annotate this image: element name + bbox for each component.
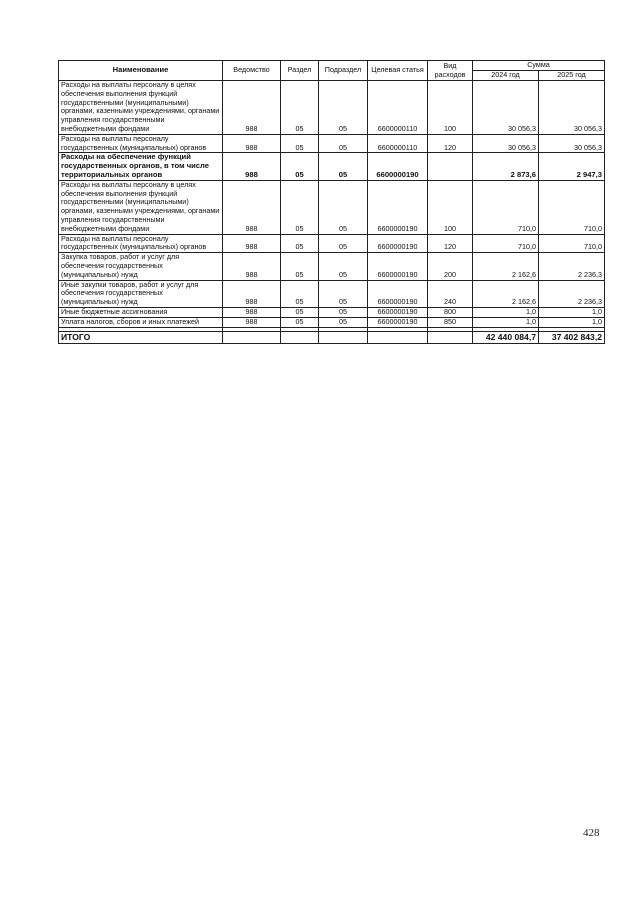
cell-2025: 30 056,3 [539, 134, 605, 153]
total-2024: 42 440 084,7 [473, 331, 539, 343]
cell-type: 200 [428, 253, 473, 280]
cell-section: 05 [281, 234, 319, 253]
total-empty [281, 331, 319, 343]
cell-type: 120 [428, 134, 473, 153]
cell-type: 120 [428, 234, 473, 253]
cell-section: 05 [281, 317, 319, 327]
table-row [59, 253, 605, 280]
header-name: Наименование [59, 61, 223, 81]
table-row [59, 81, 605, 135]
cell-section: 05 [281, 307, 319, 317]
cell-target: 6600000190 [368, 253, 428, 280]
cell-dept: 988 [223, 134, 281, 153]
cell-target: 6600000190 [368, 280, 428, 307]
header-target: Целевая статья [368, 61, 428, 81]
header-2024: 2024 год [473, 71, 539, 81]
cell-subsection: 05 [319, 317, 368, 327]
header-row [59, 61, 605, 71]
cell-2025: 710,0 [539, 234, 605, 253]
cell-2024: 1,0 [473, 317, 539, 327]
cell-2025: 710,0 [539, 180, 605, 234]
cell-2024: 1,0 [473, 307, 539, 317]
cell-2024: 2 162,6 [473, 253, 539, 280]
total-row [59, 331, 605, 343]
total-empty [319, 331, 368, 343]
cell-name: Расходы на выплаты персоналу в целях обеспечения выполнения функций государственными (муниципальными) органами, казенными учреждениями, органами управления государственными внебюджетными фондами [59, 81, 223, 135]
cell-name: Расходы на выплаты персоналу государственных (муниципальных) органов [59, 134, 223, 153]
cell-subsection: 05 [319, 81, 368, 135]
cell-subsection: 05 [319, 134, 368, 153]
cell-2024: 30 056,3 [473, 81, 539, 135]
cell-section: 05 [281, 180, 319, 234]
cell-2025: 2 947,3 [539, 153, 605, 180]
table-row [59, 234, 605, 253]
total-empty [428, 331, 473, 343]
cell-section: 05 [281, 153, 319, 180]
cell-2025: 30 056,3 [539, 81, 605, 135]
cell-target: 6600000190 [368, 153, 428, 180]
table-row [59, 180, 605, 234]
cell-2025: 2 236,3 [539, 253, 605, 280]
cell-type: 850 [428, 317, 473, 327]
cell-dept: 988 [223, 307, 281, 317]
cell-type: 800 [428, 307, 473, 317]
cell-name: Закупка товаров, работ и услуг для обеспечения государственных (муниципальных) нужд [59, 253, 223, 280]
header-dept: Ведомство [223, 61, 281, 81]
cell-dept: 988 [223, 253, 281, 280]
cell-target: 6600000190 [368, 317, 428, 327]
cell-type: 100 [428, 180, 473, 234]
total-empty [223, 331, 281, 343]
cell-target: 6600000190 [368, 234, 428, 253]
total-empty [368, 331, 428, 343]
cell-2024: 2 873,6 [473, 153, 539, 180]
cell-target: 6600000110 [368, 134, 428, 153]
header-subsection: Подраздел [319, 61, 368, 81]
budget-table [58, 60, 605, 344]
cell-target: 6600000190 [368, 307, 428, 317]
cell-name: Расходы на выплаты персоналу в целях обеспечения выполнения функций государственными (муниципальными) органами, казенными учреждениями, органами управления государственными внебюджетными фондами [59, 180, 223, 234]
table-body [59, 81, 605, 344]
cell-2025: 2 236,3 [539, 280, 605, 307]
cell-target: 6600000190 [368, 180, 428, 234]
cell-dept: 988 [223, 317, 281, 327]
cell-section: 05 [281, 81, 319, 135]
cell-dept: 988 [223, 153, 281, 180]
page-number: 428 [583, 827, 600, 839]
cell-2024: 710,0 [473, 234, 539, 253]
cell-2024: 2 162,6 [473, 280, 539, 307]
cell-name: Расходы на выплаты персоналу государственных (муниципальных) органов [59, 234, 223, 253]
table-row [59, 307, 605, 317]
table-row [59, 280, 605, 307]
cell-subsection: 05 [319, 280, 368, 307]
total-2025: 37 402 843,2 [539, 331, 605, 343]
cell-subsection: 05 [319, 153, 368, 180]
cell-subsection: 05 [319, 253, 368, 280]
header-2025: 2025 год [539, 71, 605, 81]
cell-subsection: 05 [319, 180, 368, 234]
table-row [59, 317, 605, 327]
cell-2024: 710,0 [473, 180, 539, 234]
cell-2025: 1,0 [539, 307, 605, 317]
cell-name: Расходы на обеспечение функций государственных органов, в том числе территориальных органов [59, 153, 223, 180]
cell-name: Уплата налогов, сборов и иных платежей [59, 317, 223, 327]
cell-subsection: 05 [319, 307, 368, 317]
cell-section: 05 [281, 134, 319, 153]
cell-dept: 988 [223, 81, 281, 135]
cell-type: 240 [428, 280, 473, 307]
cell-dept: 988 [223, 280, 281, 307]
cell-2025: 1,0 [539, 317, 605, 327]
cell-subsection: 05 [319, 234, 368, 253]
cell-dept: 988 [223, 234, 281, 253]
cell-name: Иные закупки товаров, работ и услуг для обеспечения государственных (муниципальных) нужд [59, 280, 223, 307]
cell-type [428, 153, 473, 180]
table-row [59, 134, 605, 153]
cell-type: 100 [428, 81, 473, 135]
cell-2024: 30 056,3 [473, 134, 539, 153]
header-section: Раздел [281, 61, 319, 81]
cell-section: 05 [281, 280, 319, 307]
total-label: ИТОГО [59, 331, 223, 343]
cell-target: 6600000110 [368, 81, 428, 135]
header-sum: Сумма [473, 61, 605, 71]
cell-dept: 988 [223, 180, 281, 234]
cell-name: Иные бюджетные ассигнования [59, 307, 223, 317]
header-type: Вид расходов [428, 61, 473, 81]
cell-section: 05 [281, 253, 319, 280]
table-row [59, 153, 605, 180]
